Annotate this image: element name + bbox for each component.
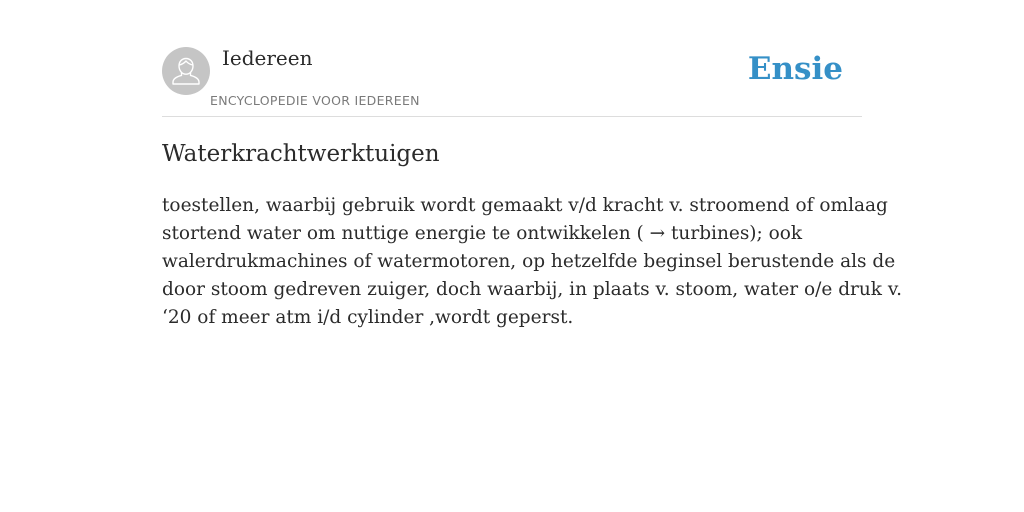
- body-line: toestellen, waarbij gebruik wordt gemaakt v/d kracht v. stroomend of omlaag: [162, 195, 888, 216]
- entry-title: Waterkrachtwerktuigen: [162, 141, 440, 167]
- body-line: ‘20 of meer atm i/d cylinder ,wordt geperst.: [162, 307, 574, 328]
- entry-page: [162, 0, 903, 512]
- entry-body: [162, 192, 903, 332]
- avatar[interactable]: [162, 47, 210, 95]
- body-line: walerdrukmachines of watermotoren, op hetzelfde beginsel berustende als de: [162, 251, 896, 272]
- body-line: door stoom gedreven zuiger, doch waarbij, in plaats v. stoom, water o/e druk v.: [162, 279, 903, 300]
- brand-logo-link[interactable]: Ensie: [747, 51, 843, 87]
- author-name[interactable]: Iedereen: [222, 46, 313, 70]
- entry-header: [162, 0, 862, 117]
- body-line: stortend water om nuttige energie te ontwikkelen ( → turbines); ook: [162, 223, 803, 244]
- user-silhouette-icon: [162, 47, 210, 95]
- site-tagline: ENCYCLOPEDIE VOOR IEDEREEN: [210, 93, 420, 108]
